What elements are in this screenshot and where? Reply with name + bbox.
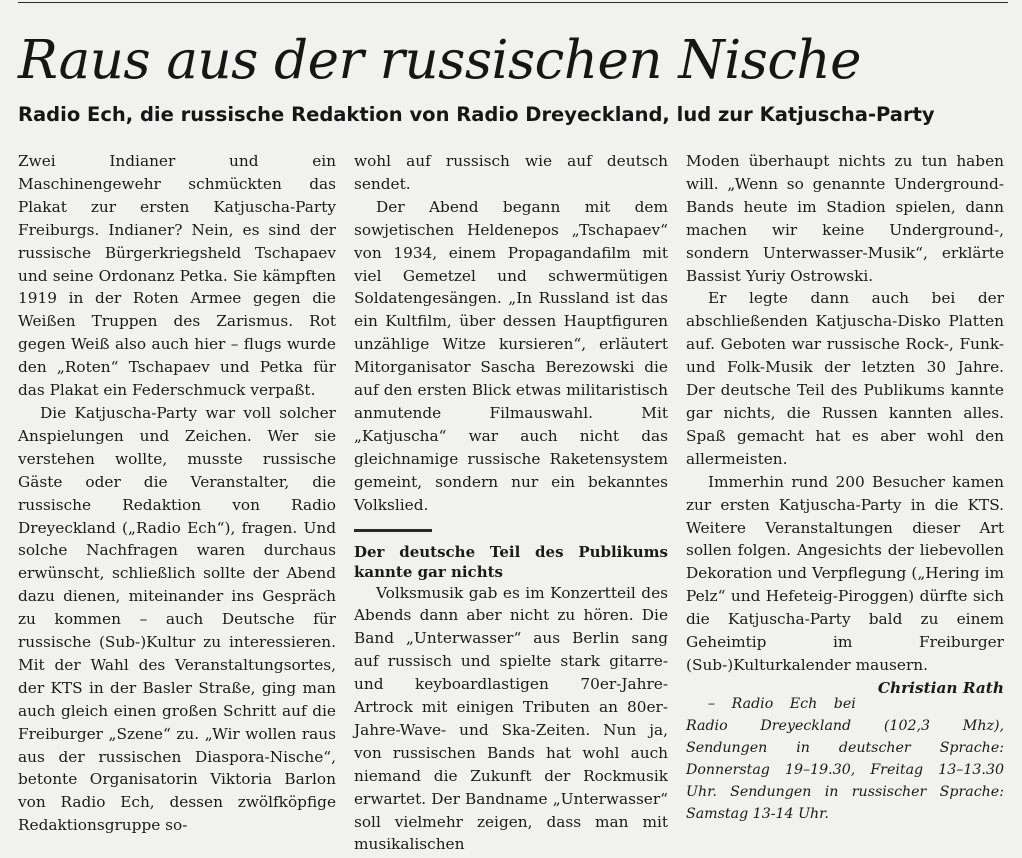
column-3 xyxy=(686,150,1004,825)
section-separator xyxy=(354,529,432,532)
headline: Raus aus der russischen Nische xyxy=(18,30,862,91)
col2-paragraph-2: Der Abend begann mit dem sowjetischen Heldenepos „Tschapaev“ von 1934, einem Propagandafilm mit viel Gemetzel und schwermütigen Soldatengesängen. „In Russland ist das ein Kultfilm, über dessen Hauptfiguren unzählige Witze kursieren“, erläutert Mitorganisator Sascha Berezowski die auf den ersten Blick etwas militaristisch anmutende Filmauswahl. Mit „Katjuscha“ war auch nicht das gleichnamige russische Raketensystem gemeint, sondern nur ein bekanntes Volkslied. xyxy=(354,197,668,514)
col3-paragraph-1: Moden überhaupt nichts zu tun haben will. „Wenn so genannte Underground-Bands heute im Stadion spielen, dann machen wir keine Underground-, sondern Unterwasser-Musik“, erklärte Bassist Yuriy Ostrowski. xyxy=(686,152,1004,285)
col3-paragraph-3-text: Immerhin rund 200 Besucher kamen zur ersten Katjuscha-Party in die KTS. Weitere Veranstaltungen dieser Art sollen folgen. Angesichts der liebevollen Dekoration und Verpflegung („Hering im Pelz“ und Hefeteig-Piroggen) dürfte sich die Katjuscha-Party bald zu einem Geheimtip im Freiburger (Sub-)Kulturkalender mausern. xyxy=(686,472,1004,674)
station-info: – Radio Ech bei Radio Dreyeckland (102,3 Mhz), Sendungen in deutscher Sprache: Donnerstag 19–19.30, Freitag 13–13.30 Uhr. Sendungen in russischer Sprache: Samstag 13-14 Uhr. xyxy=(686,695,1004,822)
col1-paragraph-2: Die Katjuscha-Party war voll solcher Anspielungen und Zeichen. Wer sie verstehen wollte, musste russische Gäste oder die Veranstalter, die russische Redaktion von Radio Dreyeckland („Radio Ech“), fragen. Und solche Nachfragen waren durchaus erwünscht, schließlich sollte der Abend dazu dienen, miteinander ins Gespräch zu kommen – auch Deutsche für russische (Sub-)Kultur zu interessieren. Mit der Wahl des Veranstaltungsortes, der KTS in der Basler Straße, ging man auch gleich einen großen Schritt auf die Freiburger „Szene“ zu. „Wir wollen raus aus der russischen Diaspora-Nische“, betonte Organisatorin Viktoria Barlon von Radio Ech, dessen zwölfköpfige Redaktionsgruppe so- xyxy=(18,403,336,835)
col3-paragraph-3 xyxy=(686,471,1004,697)
col2-paragraph-1: wohl auf russisch wie auf deutsch sendet. xyxy=(354,152,668,193)
col1-paragraph-1: Zwei Indianer und ein Maschinengewehr schmückten das Plakat zur ersten Katjuscha-Party Freiburgs. Indianer? Nein, es sind der russische Bürgerkriegsheld Tschapaev und seine Ordonanz Petka. Sie kämpften 1919 in der Roten Armee gegen die Weißen Truppen des Zarismus. Rot gegen Weiß also auch hier – flugs wurde den „Roten“ Tschapaev und Petka für das Plakat ein Federschmuck verpaßt. xyxy=(18,152,336,400)
subheadline: Radio Ech, die russische Redaktion von Radio Dreyeckland, lud zur Katjuscha-Party xyxy=(18,103,935,126)
column-2 xyxy=(354,150,668,856)
col2-paragraph-3: Volksmusik gab es im Konzertteil des Abends dann aber nicht zu hören. Die Band „Unterwasser“ aus Berlin sang auf russisch und spielte stark gitarre- und keyboardlastigen 70er-Jahre-Artrock mit einigen Tributen an 80er-Jahre-Wave- und Ska-Zeiten. Nun ja, von russischen Bands hat wohl auch niemand die Zukunft der Rockmusik erwartet. Der Bandname „Unterwasser“ soll vielmehr zeigen, dass man mit musikalischen xyxy=(354,583,668,854)
top-rule xyxy=(18,2,1008,3)
author-byline: Christian Rath xyxy=(877,678,1004,697)
section-heading: Der deutsche Teil des Publikums kannte gar nichts xyxy=(354,542,668,581)
column-1 xyxy=(18,150,336,837)
col3-paragraph-2: Er legte dann auch bei der abschließenden Katjuscha-Disko Platten auf. Geboten war russische Rock-, Funk- und Folk-Musik der letzten 30 Jahre. Der deutsche Teil des Publikums kannte gar nichts, die Russen kannten alles. Spaß gemacht hat es aber wohl den allermeisten. xyxy=(686,289,1004,468)
